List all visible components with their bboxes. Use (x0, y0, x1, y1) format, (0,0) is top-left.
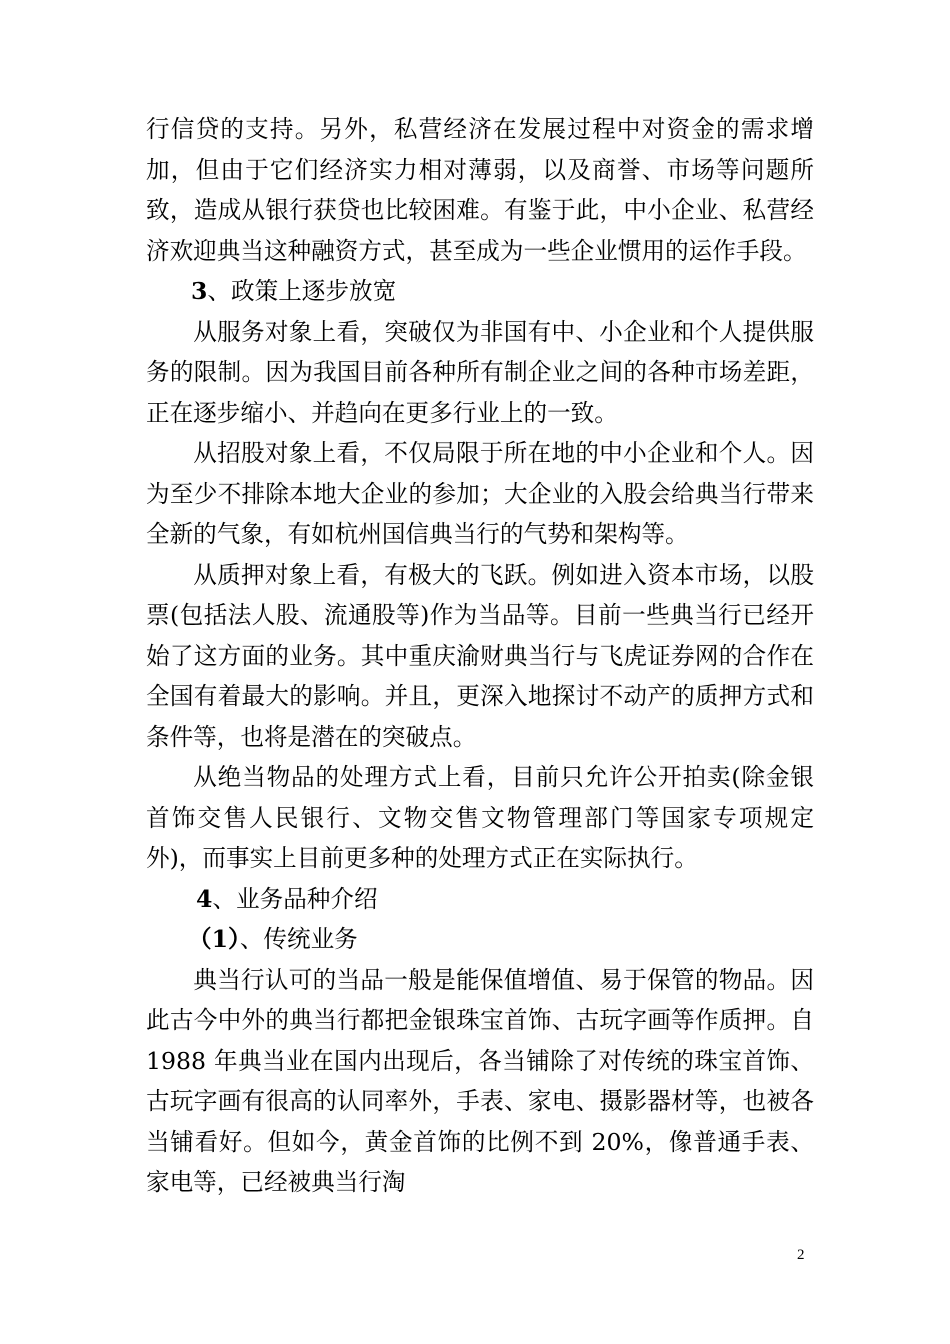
paragraph-service-targets: 从服务对象上看，突破仅为非国有中、小企业和个人提供服务的限制。因为我国目前各种所有制企业之间的各种市场差距，正在逐步缩小、并趋向在更多行业上的一致。 (146, 317, 814, 427)
section-heading-3 (146, 271, 814, 312)
paragraph-share-targets: 从招股对象上看，不仅局限于所在地的中小企业和个人。因为至少不排除本地大企业的参加；大企业的入股会给典当行带来全新的气象，有如杭州国信典当行的气势和架构等。 (146, 439, 814, 548)
section-number: 3 (191, 277, 208, 305)
paragraph-continuation: 行信贷的支持。另外，私营经济在发展过程中对资金的需求增加，但由于它们经济实力相对薄弱，以及商誉、市场等问题所致，造成从银行获贷也比较困难。有鉴于此，中小企业、私营经济欢迎典当这种融资方式，甚至成为一些企业惯用的运作手段。 (146, 115, 814, 265)
subsection-heading-1 (146, 919, 814, 960)
paragraph-forfeited-goods: 从绝当物品的处理方式上看，目前只允许公开拍卖(除金银首饰交售人民银行、文物交售文物管理部门等国家专项规定外)，而事实上目前更多种的处理方式正在实际执行。 (146, 763, 814, 872)
document-body (146, 109, 814, 1203)
section-number: 4 (196, 884, 213, 913)
paragraph-pledge-targets: 从质押对象上看，有极大的飞跃。例如进入资本市场，以股票(包括法人股、流通股等)作为当品等。目前一些典当行已经开始了这方面的业务。其中重庆渝财典当行与飞虎证券网的合作在全国有着最大的影响。并且，更深入地探讨不动产的质押方式和条件等，也将是潜在的突破点。 (146, 560, 814, 751)
page-number: 2 (797, 1247, 805, 1263)
section-title: 、业务品种介绍 (212, 884, 378, 913)
subsection-title: 、传统业务 (239, 925, 358, 953)
paragraph-traditional-business: 典当行认可的当品一般是能保值增值、易于保管的物品。因此古今中外的典当行都把金银珠宝首饰、古玩字画等作质押。自 1988 年典当业在国内出现后，各当铺除了对传统的珠宝首饰、古玩字画有很高的认同率外，手表、家电、摄影器材等，也被各当铺看好。但如今，黄金首饰的比例不到 20%，像普通手表、家电等，已经被典当行淘 (146, 965, 814, 1196)
subsection-number: （1） (188, 925, 240, 953)
section-heading-4 (146, 879, 814, 920)
section-title: 、政策上逐步放宽 (207, 277, 397, 305)
